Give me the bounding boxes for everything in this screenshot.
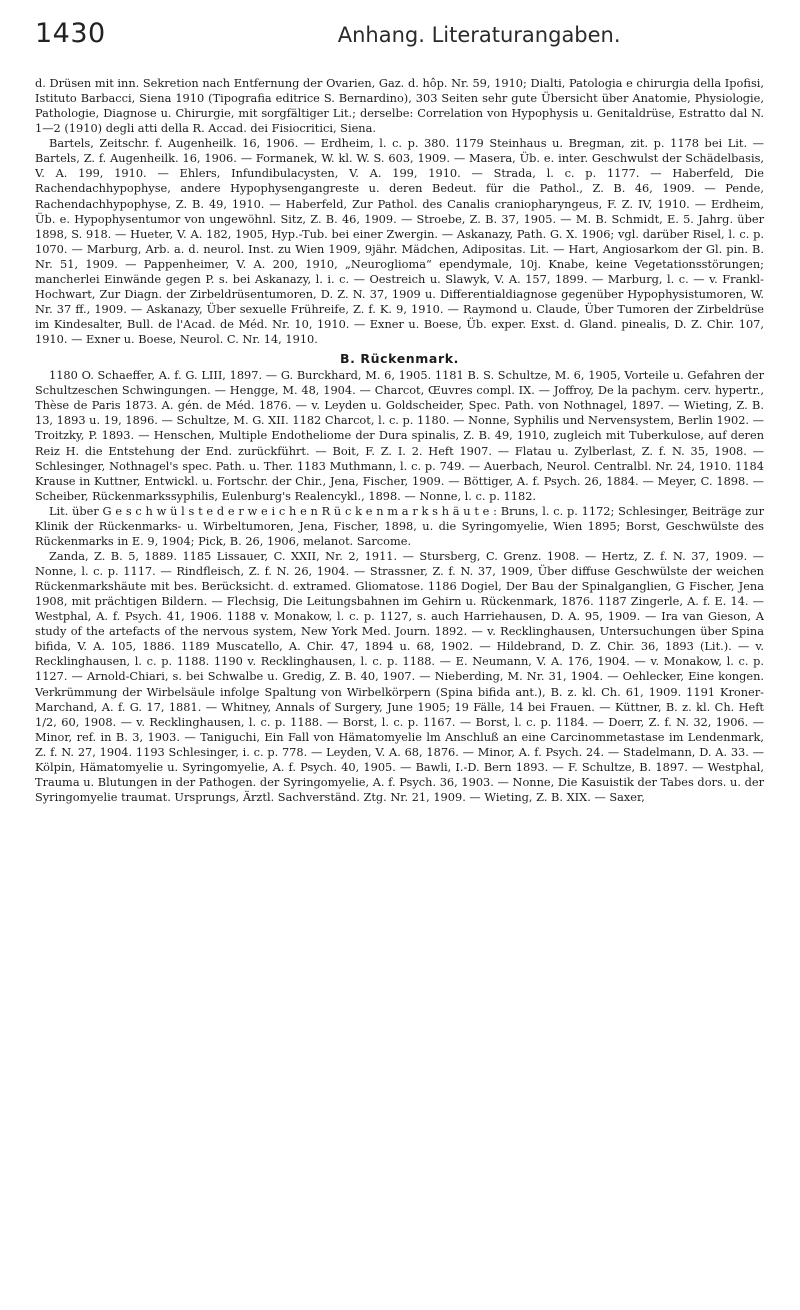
section-a-paragraph-1: d. Drüsen mit inn. Sekretion nach Entfernung der Ovarien, Gaz. d. hôp. Nr. 59, 1910; Dialti, Patologia e chirurgia della Ipofisi, Istituto Barbacci, Siena 1910 (Tipografia editrice S. Bernardino), 303 Seiten sehr gute Übersicht über Anatomie, Physiologie, Pathologie, Diagnose u. Chirurgie, mit sorgfältiger Lit.; derselbe: Correlation von Hypophysis u. Genitaldrüse, Estratto dal N. 1—2 (1910) degli atti della R. Accad. dei Fisiocritici, Siena. [35,76,764,136]
literature-text [35,76,764,805]
section-heading-rueckenmark: B. Rückenmark. [339,351,459,367]
section-b-paragraph-1: 1180 O. Schaeffer, A. f. G. LIII, 1897. — G. Burckhard, M. 6, 1905. 1181 B. S. Schultze, M. 6, 1905, Vorteile u. Gefahren der Schultzeschen Schwingungen. — Hengge, M. 48, 1904. — Charcot, Œuvres compl. IX. — Joffroy, De la pachym. cerv. hypertr., Thèse de Paris 1873. A. gén. de Méd. 1876. — v. Leyden u. Goldscheider, Spec. Path. von Nothnagel, 1897. — Wieting, Z. B. 13, 1893 u. 19, 1896. — Schultze, M. G. XII. 1182 Charcot, l. c. p. 1180. — Nonne, Syphilis und Nervensystem, Berlin 1902. — Troitzky, P. 1893. — Henschen, Multiple Endotheliome der Dura spinalis, Z. B. 49, 1910, zugleich mit Tuberkulose, auf deren Reiz H. die Entstehung der End. zurückführt. — Boit, F. Z. I. 2. Heft 1907. — Flatau u. Zylberlast, Z. f. N. 35, 1908. —Schlesinger, Nothnagel's spec. Path. u. Ther. 1183 Muthmann, l. c. p. 749. — Auerbach, Neurol. Centralbl. Nr. 24, 1910. 1184 Krause in Kuttner, Entwickl. u. Fortschr. der Chir., Jena, Fischer, 1909. — Böttiger, A. f. Psych. 26, 1884. — Meyer, C. 1898. — Scheiber, Rückenmarkssyphilis, Eulenburg's Realencykl., 1898. — Nonne, l. c. p. 1182. [35,368,764,503]
section-a-paragraph-2: Bartels, Zeitschr. f. Augenheilk. 16, 1906. — Erdheim, l. c. p. 380. 1179 Steinhaus u. Bregman, zit. p. 1178 bei Lit. — Bartels, Z. f. Augenheilk. 16, 1906. — Formanek, W. kl. W. S. 603, 1909. — Masera, Üb. e. inter. Geschwulst der Schädelbasis, V. A. 199, 1910. — Ehlers, Infundibulacysten, V. A. 199, 1910. — Strada, l. c. p. 1177. — Haberfeld, Die Rachendachhypophyse, andere Hypophysengangreste u. deren Bedeut. für die Pathol., Z. B. 46, 1909. — Pende, Rachendachhypophyse, Z. B. 49, 1910. — Haberfeld, Zur Pathol. des Canalis craniopharyngeus, F. Z. IV, 1910. — Erdheim, Üb. e. Hypophysentumor von ungewöhnl. Sitz, Z. B. 46, 1909. — Stroebe, Z. B. 37, 1905. — M. B. Schmidt, E. 5. Jahrg. über 1898, S. 918. — Hueter, V. A. 182, 1905, Hyp.-Tub. bei einer Zwergin. — Askanazy, Path. G. X. 1906; vgl. darüber Risel, l. c. p. 1070. — Marburg, Arb. a. d. neurol. Inst. zu Wien 1909, 9jähr. Mädchen, Adipositas. Lit. — Hart, Angiosarkom der Gl. pin. B. Nr. 51, 1909. — Pappenheimer, V. A. 200, 1910, „Neuroglioma“ ependymale, 10j. Knabe, keine Vegetationsstörungen; mancherlei Einwände gegen P. s. bei Askanazy, l. i. c. — Oestreich u. Slawyk, V. A. 157, 1899. — Marburg, l. c. — v. Frankl-Hochwart, Zur Diagn. der Zirbeldrüsentumoren, D. Z. N. 37, 1909 u. Differentialdiagnose gegenüber Hypophysistumoren, W. Nr. 37 ff., 1909. — Askanazy, Über sexuelle Frühreife, Z. f. K. 9, 1910. — Raymond u. Claude, Über Tumoren der Zirbeldrüse im Kindesalter, Bull. de l'Acad. de Méd. Nr. 10, 1910. — Exner u. Boese, Üb. exper. Exst. d. Gland. pinealis, D. Z. Chir. 107, 1910. — Exner u. Boese, Neurol. C. Nr. 14, 1910. [35,136,764,347]
page-number: 1430 [35,18,106,49]
section-b-paragraph-3: Zanda, Z. B. 5, 1889. 1185 Lissauer, C. XXII, Nr. 2, 1911. — Stursberg, C. Grenz. 1908. — Hertz, Z. f. N. 37, 1909. — Nonne, l. c. p. 1117. — Rindfleisch, Z. f. N. 26, 1904. — Strassner, Z. f. N. 37, 1909, Über diffuse Geschwülste der weichen Rückenmarkshäute mit bes. Berücksicht. d. extramed. Gliomatose. 1186 Dogiel, Der Bau der Spinalganglien, G Fischer, Jena 1908, mit prächtigen Bildern. — Flechsig, Die Leitungsbahnen im Gehirn u. Rückenmark, 1876. 1187 Zingerle, A. f. E. 14. — Westphal, A. f. Psych. 41, 1906. 1188 v. Monakow, l. c. p. 1127, s. auch Harriehausen, D. A. 95, 1909. — Ira van Gieson, A study of the artefacts of the nervous system, New York Med. Journ. 1892. — v. Recklinghausen, Untersuchungen über Spina bifida, V. A. 105, 1886. 1189 Muscatello, A. Chir. 47, 1894 u. 68, 1902. — Hildebrand, D. Z. Chir. 36, 1893 (Lit.). — v. Recklinghausen, l. c. p. 1188. 1190 v. Recklinghausen, l. c. p. 1188. — E. Neumann, V. A. 176, 1904. — v. Monakow, l. c. p. 1127. — Arnold-Chiari, s. bei Schwalbe u. Gredig, Z. B. 40, 1907. — Nieberding, M. Nr. 31, 1904. — Oehlecker, Eine kongen. Verkrümmung der Wirbelsäule infolge Spaltung von Wirbelkörpern (Spina bifida ant.), B. z. kl. Ch. 61, 1909. 1191 Kroner-Marchand, A. f. G. 17, 1881. — Whitney, Annals of Surgery, June 1905; 19 Fälle, 14 bei Frauen. — Küttner, B. z. kl. Ch. Heft 1/2, 60, 1908. — v. Recklinghausen, l. c. p. 1188. — Borst, l. c. p. 1167. — Borst, l. c. p. 1184. — Doerr, Z. f. N. 32, 1906. — Minor, ref. in B. 3, 1903. — Taniguchi, Ein Fall von Hämatomyelie lm Anschluß an eine Carcinommetastase im Lendenmark, Z. f. N. 27, 1904. 1193 Schlesinger, i. c. p. 778. — Leyden, V. A. 68, 1876. — Minor, A. f. Psych. 24. — Stadelmann, D. A. 33. — Kölpin, Hämatomyelie u. Syringomyelie, A. f. Psych. 40, 1905. — Bawli, I.-D. Bern 1893. — F. Schultze, B. 1897. — Westphal, Trauma u. Blutungen in der Pathogen. der Syringomyelie, A. f. Psych. 36, 1903. — Nonne, Die Kasuistik der Tabes dors. u. der Syringomyelie traumat. Ursprungs, Ärztl. Sachverständ. Ztg. Nr. 21, 1909. — Wieting, Z. B. XIX. — Saxer, [35,548,764,804]
section-b-paragraph-2: Lit. über G e s c h w ü l s t e d e r w e i c h e n R ü c k e n m a r k s h ä u t e : Bruns, l. c. p. 1172; Schlesinger, Beiträge zur Klinik der Rückenmarks- u. Wirbeltumoren, Jena, Fischer, 1898, u. die Syringomyelie, Wien 1895; Borst, Geschwülste des Rückenmarks in E. 9, 1904; Pick, B. 26, 1906, melanot. Sarcome. [35,503,764,548]
running-head: Anhang. Literaturangaben. [337,23,621,47]
page-header [35,18,764,64]
